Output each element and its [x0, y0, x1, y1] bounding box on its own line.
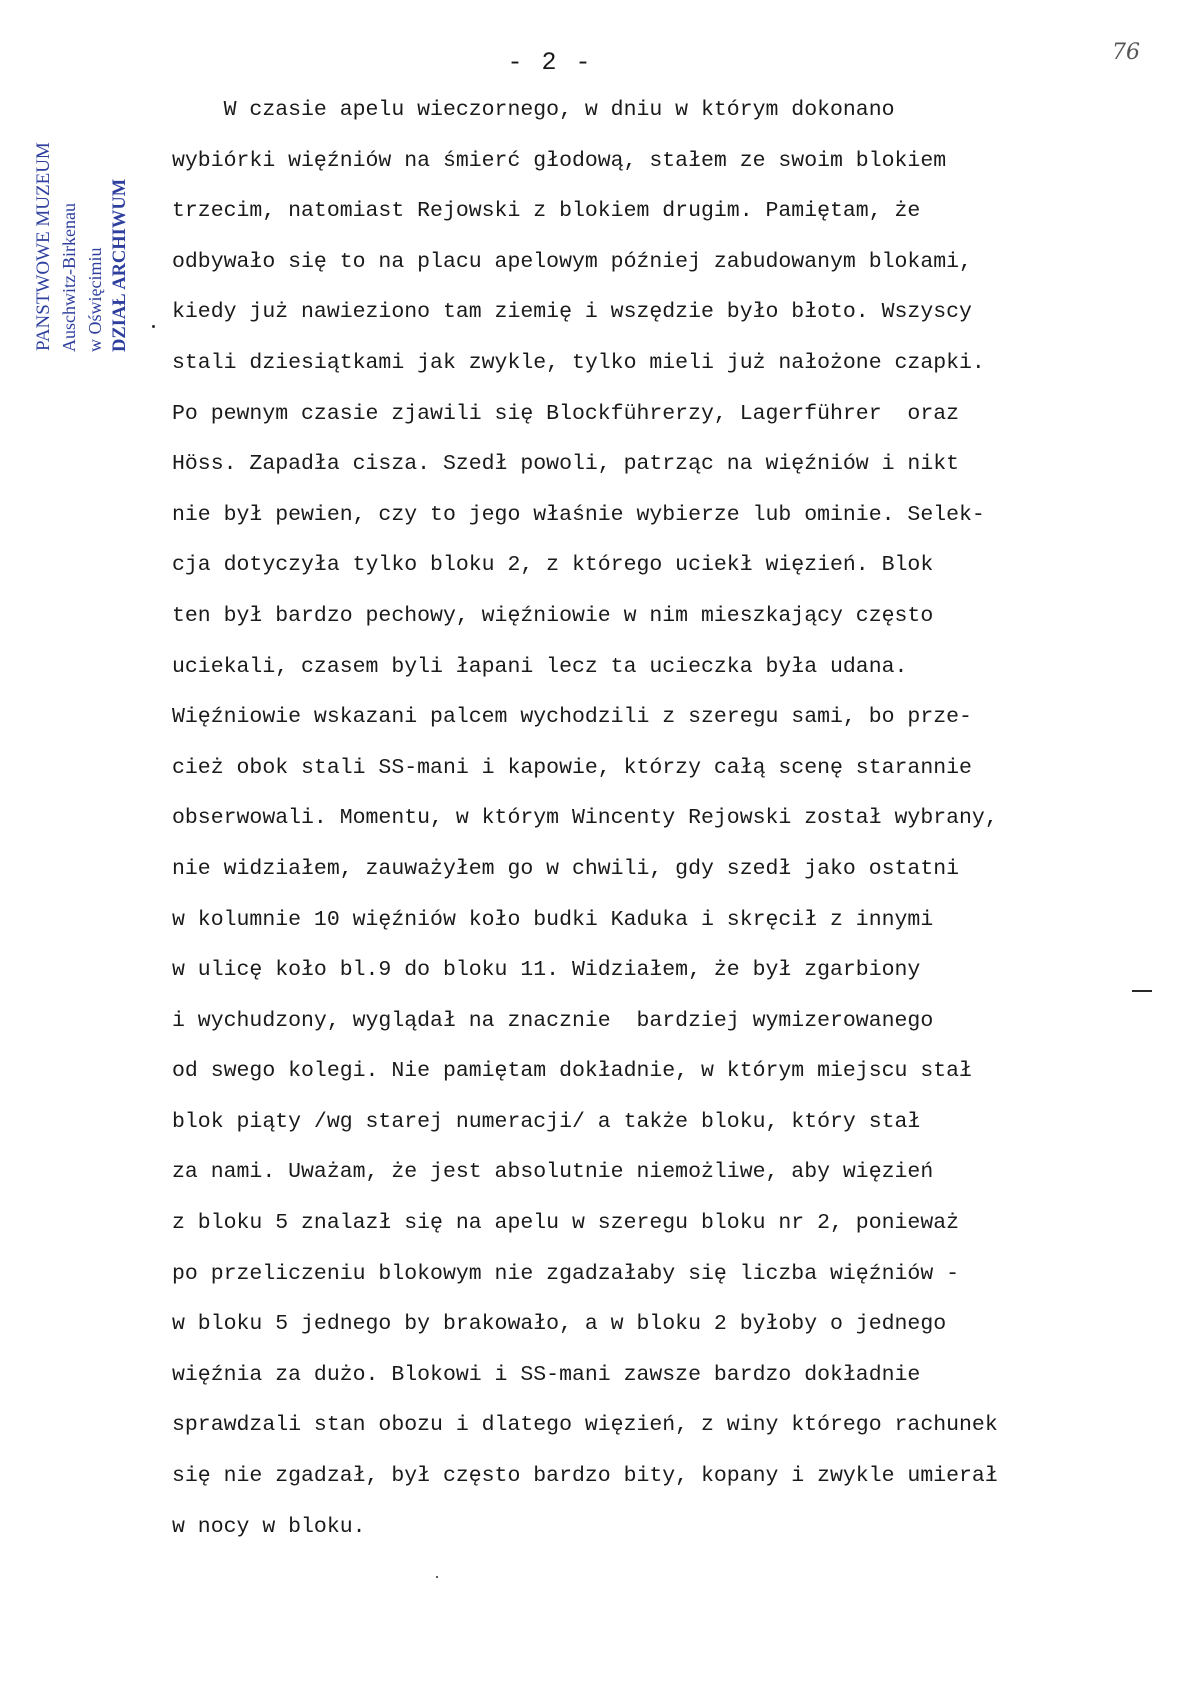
text-line: więźnia za dużo. Blokowi i SS-mani zawsze bardzo dokładnie	[172, 1362, 921, 1387]
text-line: za nami. Uważam, że jest absolutnie niemożliwe, aby więzień	[172, 1160, 934, 1185]
archive-stamp	[26, 100, 136, 370]
stamp-line: PANSTWOWE MUZEUM	[33, 142, 54, 351]
folio-number: 76	[1112, 40, 1140, 65]
stray-dot-mark	[436, 1576, 438, 1578]
text-line: po przeliczeniu blokowym nie zgadzałaby się liczba więźniów -	[172, 1261, 960, 1286]
text-line: cja dotyczyła tylko bloku 2, z którego uciekł więzień. Blok	[172, 553, 934, 578]
text-line: się nie zgadzał, był często bardzo bity, kopany i zwykle umierał	[172, 1464, 998, 1489]
text-line: z bloku 5 znalazł się na apelu w szeregu bloku nr 2, ponieważ	[172, 1211, 960, 1236]
text-line: W czasie apelu wieczornego, w dniu w którym dokonano	[172, 98, 895, 122]
text-line: nie widziałem, zauważyłem go w chwili, gdy szedł jako ostatni	[172, 856, 960, 881]
text-line: nie był pewien, czy to jego właśnie wybierze lub ominie. Selek-	[172, 502, 985, 527]
text-line: Höss. Zapadła cisza. Szedł powoli, patrząc na więźniów i nikt	[172, 452, 960, 477]
text-line: w ulicę koło bl.9 do bloku 11. Widziałem, że był zgarbiony	[172, 958, 921, 983]
text-line: uciekali, czasem byli łapani lecz ta ucieczka była udana.	[172, 654, 908, 679]
text-line: cież obok stali SS-mani i kapowie, którzy całą scenę starannie	[172, 755, 972, 780]
stamp-line: DZIAŁ ARCHIWUM	[110, 178, 130, 352]
text-line: stali dziesiątkami jak zwykle, tylko mieli już nałożone czapki.	[172, 350, 985, 375]
text-line: blok piąty /wg starej numeracji/ a także bloku, który stał	[172, 1109, 921, 1134]
text-line: od swego kolegi. Nie pamiętam dokładnie, w którym miejscu stał	[172, 1059, 972, 1084]
stamp-line: Auschwitz-Birkenau	[59, 203, 79, 352]
typewritten-body	[172, 92, 1172, 1559]
text-line: obserwowali. Momentu, w którym Wincenty Rejowski został wybrany,	[172, 806, 998, 831]
text-line: trzecim, natomiast Rejowski z blokiem drugim. Pamiętam, że	[172, 199, 921, 224]
text-line: i wychudzony, wyglądał na znacznie bardziej wymizerowanego	[172, 1008, 934, 1033]
text-line: wybiórki więźniów na śmierć głodową, stałem ze swoim blokiem	[172, 148, 947, 173]
page-number: - 2 -	[507, 48, 593, 77]
text-line: kiedy już nawieziono tam ziemię i wszędzie było błoto. Wszyscy	[172, 300, 972, 325]
text-line: w nocy w bloku.	[172, 1514, 366, 1539]
margin-dot-mark	[152, 325, 155, 328]
text-line: w kolumnie 10 więźniów koło budki Kaduka i skręcił z innymi	[172, 907, 934, 932]
text-line: ten był bardzo pechowy, więźniowie w nim mieszkający często	[172, 603, 934, 628]
stamp-line: w Oświęcimiu	[85, 247, 105, 352]
text-line: Więźniowie wskazani palcem wychodzili z szeregu sami, bo prze-	[172, 705, 972, 730]
text-line: w bloku 5 jednego by brakowało, a w bloku 2 byłoby o jednego	[172, 1312, 947, 1337]
text-line: odbywało się to na placu apelowym później zabudowanym blokami,	[172, 249, 972, 274]
text-line: sprawdzali stan obozu i dlatego więzień, z winy którego rachunek	[172, 1413, 998, 1438]
text-line: Po pewnym czasie zjawili się Blockführerzy, Lagerführer oraz	[172, 401, 960, 426]
